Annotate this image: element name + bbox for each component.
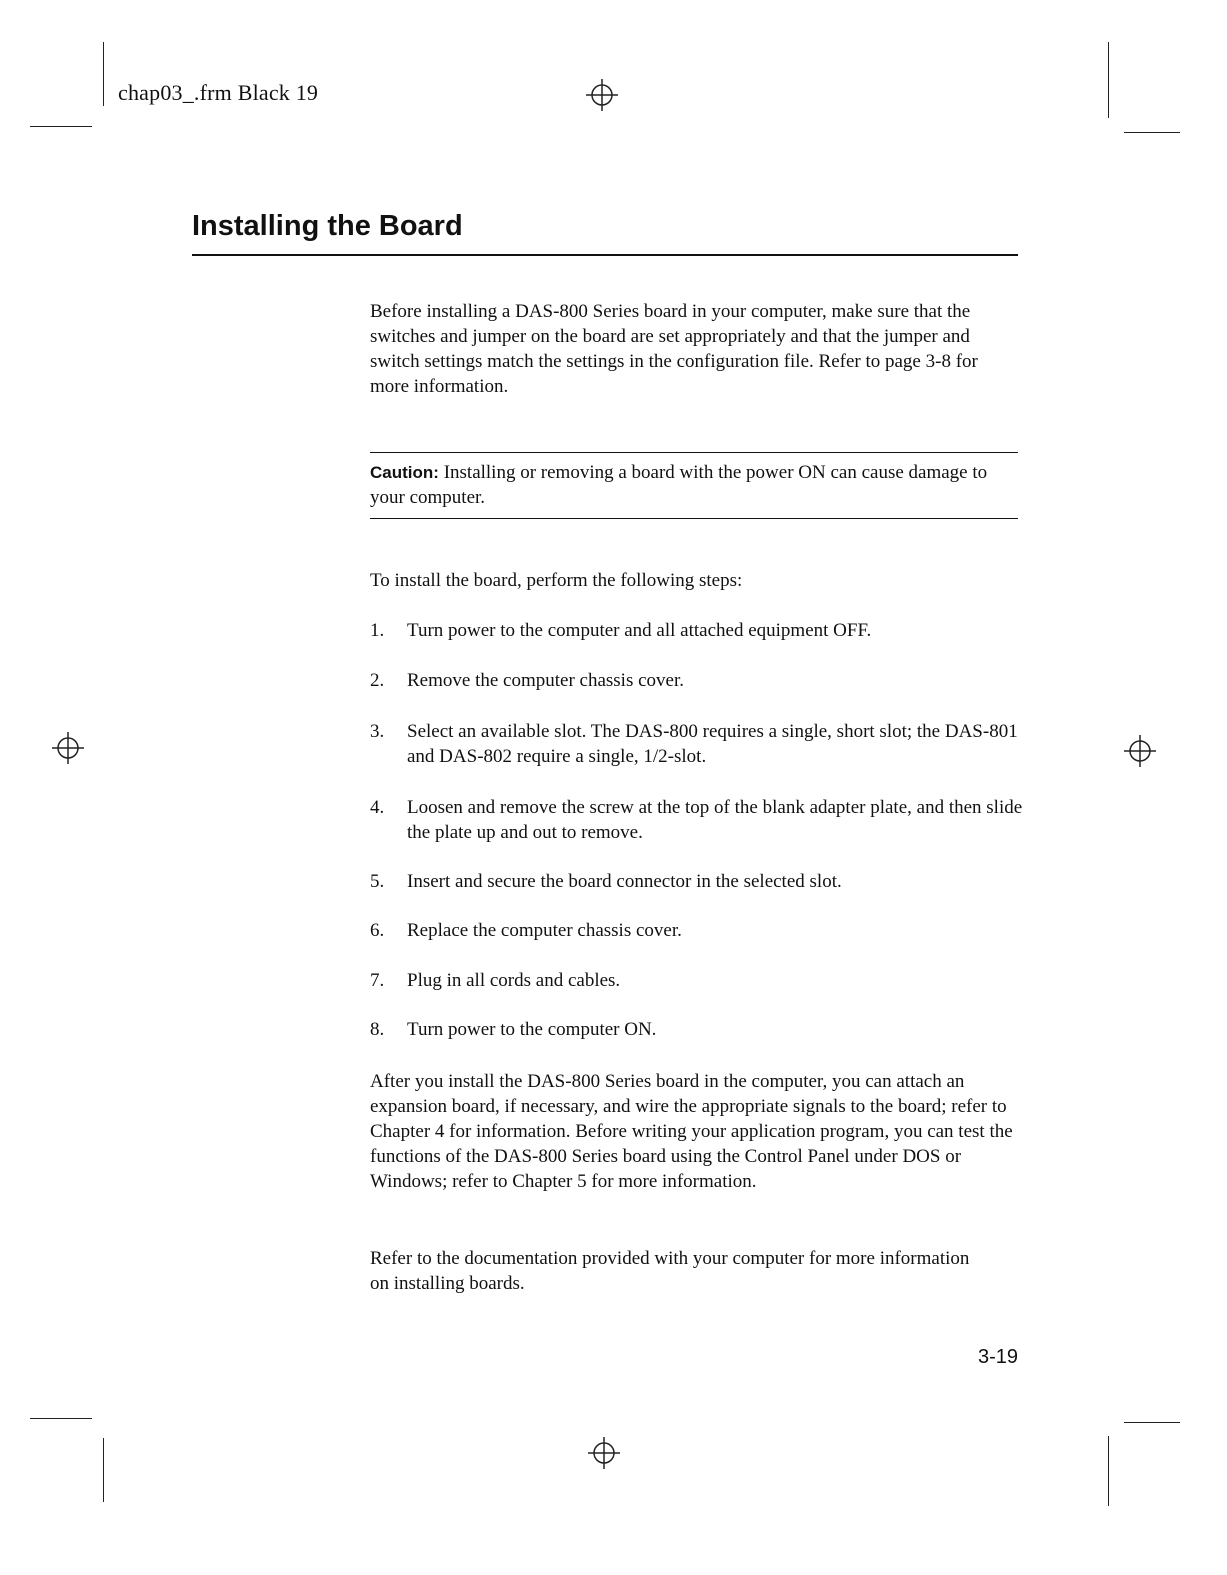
caution-top-rule [370,452,1018,453]
page-number: 3-19 [978,1346,1019,1368]
step-number: 4. [370,797,385,818]
registration-mark-right-icon [1123,734,1157,768]
step-text: Turn power to the computer ON. [407,1019,657,1040]
registration-mark-left-icon [51,731,85,765]
crop-mark-top-right-vertical [1108,42,1109,118]
step-text: Turn power to the computer and all attached equipment OFF. [407,620,872,641]
section-title: Installing the Board [192,210,463,242]
step-number: 7. [370,970,385,991]
caution-label: Caution: [370,463,439,482]
steps-intro: To install the board, perform the following steps: [370,570,743,591]
crop-mark-bottom-left-horizontal [30,1418,92,1419]
step-number: 1. [370,620,385,641]
file-header-label: chap03_.frm Black 19 [118,80,319,105]
crop-mark-top-left-horizontal [30,126,92,127]
step-text: Plug in all cords and cables. [407,970,621,991]
step-text: Insert and secure the board connector in the selected slot. [407,871,842,892]
step-number: 3. [370,721,385,742]
step-text: Select an available slot. The DAS-800 requires a single, short slot; the DAS-801 and DAS-802 require a single, 1/2-slot. [407,721,1018,767]
caution-text: Installing or removing a board with the power ON can cause damage to your computer. [370,462,988,508]
closing-paragraph: Refer to the documentation provided with your computer for more information on installing boards. [370,1248,970,1294]
crop-mark-bottom-right-vertical [1108,1436,1109,1506]
step-text: Remove the computer chassis cover. [407,670,685,691]
step-text: Replace the computer chassis cover. [407,920,682,941]
step-number: 5. [370,871,385,892]
caution-note [370,460,1010,510]
caution-bottom-rule [370,518,1018,519]
after-install-paragraph: After you install the DAS-800 Series board in the computer, you can attach an expansion board, if necessary, and wire the appropriate signals to the board; refer to Chapter 4 for information. Before writing your application program, you can test the functions of the DAS-800 Series board using the Control Panel under DOS or Windows; refer to Chapter 5 for more information. [370,1071,1013,1192]
intro-paragraph: Before installing a DAS-800 Series board in your computer, make sure that the switches and jumper on the board are set appropriately and that the jumper and switch settings match the settings in the configuration file. Refer to page 3-8 for more information. [370,301,978,397]
crop-mark-top-left-vertical [103,42,104,106]
step-number: 6. [370,920,385,941]
step-number: 8. [370,1019,385,1040]
title-divider [192,254,1018,256]
step-text: Loosen and remove the screw at the top of the blank adapter plate, and then slide the plate up and out to remove. [407,797,1023,843]
crop-mark-bottom-left-vertical [103,1438,104,1502]
registration-mark-top-icon [585,78,619,112]
step-number: 2. [370,670,385,691]
crop-mark-top-right-horizontal [1124,132,1180,133]
registration-mark-bottom-icon [587,1436,621,1470]
crop-mark-bottom-right-horizontal [1124,1422,1180,1423]
